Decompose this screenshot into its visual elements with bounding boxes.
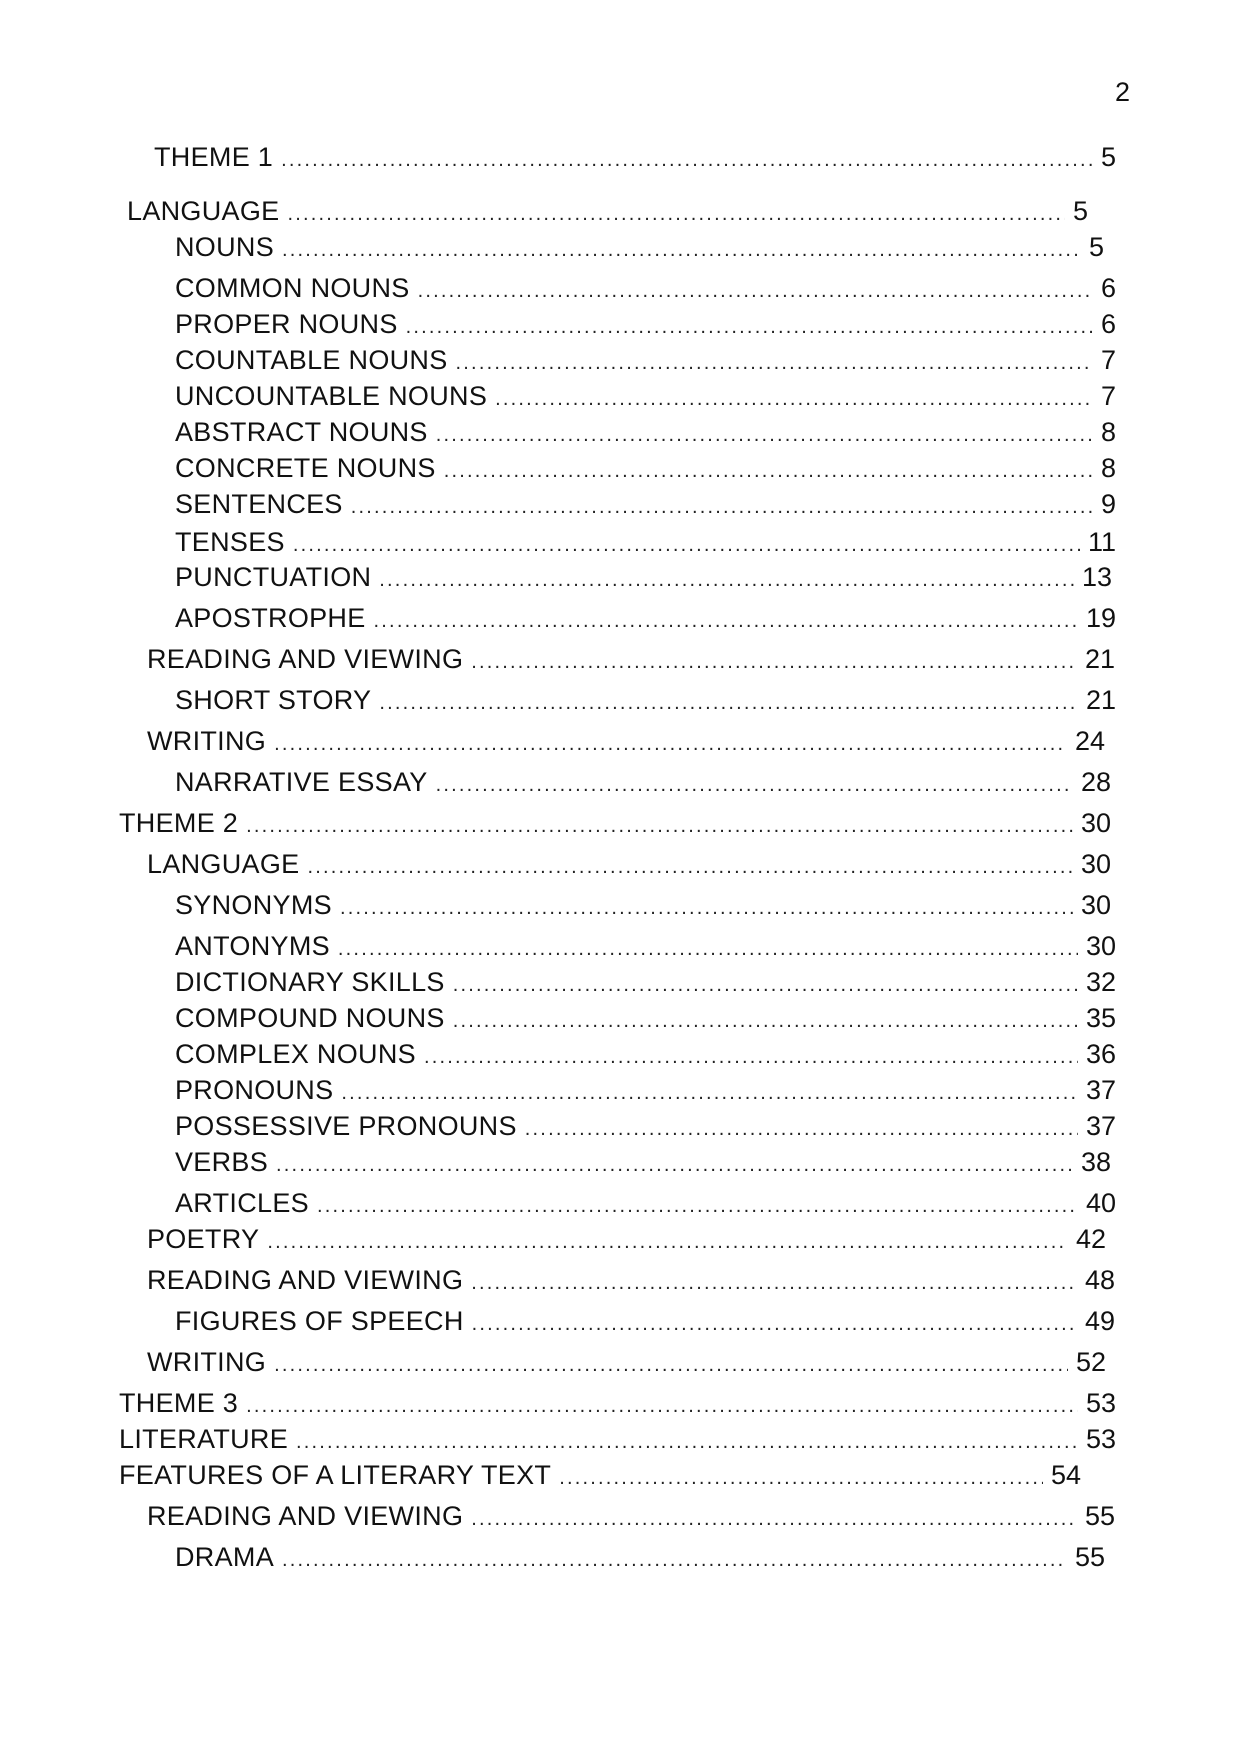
toc-entry[interactable] [175, 1541, 1105, 1573]
toc-entry-label: APOSTROPHE [175, 603, 366, 633]
toc-entry-label: POSSESSIVE PRONOUNS [175, 1111, 517, 1141]
dot-leader [444, 455, 1093, 487]
dot-leader [471, 646, 1077, 678]
dot-leader [307, 851, 1073, 883]
dot-leader [436, 419, 1093, 451]
toc-entry-page: 32 [1085, 967, 1116, 997]
toc-entry-page: 21 [1084, 644, 1115, 674]
toc-entry-page: 24 [1074, 726, 1105, 756]
toc-entry[interactable] [175, 1002, 1116, 1034]
toc-entry-label: WRITING [147, 1347, 267, 1377]
toc-entry-label: UNCOUNTABLE NOUNS [175, 381, 488, 411]
toc-entry-label: LANGUAGE [127, 196, 280, 226]
toc-entry-page: 37 [1085, 1075, 1116, 1105]
toc-entry[interactable] [147, 1346, 1106, 1378]
toc-entry-label: LANGUAGE [147, 849, 300, 879]
dot-leader [471, 1267, 1077, 1299]
toc-entry-page: 53 [1085, 1388, 1116, 1418]
toc-entry[interactable] [175, 1187, 1116, 1219]
dot-leader [453, 969, 1078, 1001]
toc-entry[interactable] [119, 807, 1111, 839]
toc-entry[interactable] [147, 848, 1111, 880]
toc-entry-label: SHORT STORY [175, 685, 372, 715]
toc-entry-page: 49 [1084, 1306, 1115, 1336]
toc-entry[interactable] [175, 416, 1116, 448]
toc-entry-label: PUNCTUATION [175, 562, 372, 592]
dot-leader [296, 1426, 1078, 1458]
toc-entry-page: 48 [1084, 1265, 1115, 1295]
toc-entry-label: READING AND VIEWING [147, 1265, 464, 1295]
toc-entry[interactable] [175, 231, 1104, 263]
toc-entry-label: THEME 3 [119, 1388, 239, 1418]
toc-entry[interactable] [175, 602, 1116, 634]
toc-entry-label: READING AND VIEWING [147, 644, 464, 674]
toc-entry-page: 6 [1100, 309, 1116, 339]
dot-leader [472, 1308, 1077, 1340]
toc-entry[interactable] [175, 966, 1116, 998]
toc-entry-page: 40 [1085, 1188, 1116, 1218]
dot-leader [276, 1149, 1073, 1181]
toc-entry-page: 55 [1074, 1542, 1105, 1572]
toc-entry[interactable] [127, 195, 1088, 227]
dot-leader [282, 234, 1081, 266]
toc-entry-page: 5 [1072, 196, 1088, 226]
toc-entry-page: 30 [1085, 931, 1116, 961]
toc-entry[interactable] [147, 1264, 1115, 1296]
toc-entry-page: 37 [1085, 1111, 1116, 1141]
dot-leader [406, 311, 1093, 343]
toc-entry-page: 55 [1084, 1501, 1115, 1531]
toc-entry-label: NOUNS [175, 232, 275, 262]
dot-leader [418, 275, 1093, 307]
toc-entry-label: FEATURES OF A LITERARY TEXT [119, 1460, 552, 1490]
toc-entry[interactable] [175, 380, 1116, 412]
toc-entry-page: 28 [1080, 767, 1111, 797]
dot-leader [379, 564, 1074, 596]
dot-leader [424, 1041, 1078, 1073]
toc-entry[interactable] [175, 1038, 1116, 1070]
toc-entry-label: WRITING [147, 726, 267, 756]
toc-entry-page: 38 [1080, 1147, 1111, 1177]
toc-entry-label: ABSTRACT NOUNS [175, 417, 428, 447]
toc-entry-label: ANTONYMS [175, 931, 330, 961]
toc-entry[interactable] [119, 1459, 1081, 1491]
toc-entry[interactable] [175, 526, 1116, 558]
toc-entry-page: 53 [1085, 1424, 1116, 1454]
dot-leader [495, 383, 1093, 415]
toc-entry-page: 19 [1085, 603, 1116, 633]
toc-entry[interactable] [147, 1223, 1106, 1255]
dot-leader [281, 144, 1093, 176]
toc-entry-page: 36 [1085, 1039, 1116, 1069]
toc-entry[interactable] [175, 766, 1111, 798]
toc-entry[interactable] [147, 643, 1115, 675]
toc-entry-label: THEME 2 [119, 808, 239, 838]
toc-entry-page: 35 [1085, 1003, 1116, 1033]
toc-entry-label: POETRY [147, 1224, 260, 1254]
toc-entry-label: COMPLEX NOUNS [175, 1039, 416, 1069]
toc-entry[interactable] [175, 684, 1116, 716]
toc-entry-label: DRAMA [175, 1542, 275, 1572]
toc-entry-label: THEME 1 [154, 142, 274, 172]
toc-entry-label: LITERATURE [119, 1424, 289, 1454]
page-number: 2 [1114, 77, 1130, 107]
toc-entry-page: 30 [1080, 849, 1111, 879]
toc-entry[interactable] [175, 561, 1112, 593]
toc-entry-label: DICTIONARY SKILLS [175, 967, 445, 997]
dot-leader [287, 198, 1065, 230]
toc-entry-page: 54 [1050, 1460, 1081, 1490]
dot-leader [246, 1390, 1078, 1422]
dot-leader [274, 1349, 1068, 1381]
toc-entry[interactable] [175, 889, 1111, 921]
toc-entry[interactable] [175, 1110, 1116, 1142]
dot-leader [379, 687, 1078, 719]
toc-entry-page: 21 [1085, 685, 1116, 715]
dot-leader [436, 769, 1073, 801]
dot-leader [338, 933, 1078, 965]
toc-entry-page: 13 [1081, 562, 1112, 592]
toc-entry[interactable] [175, 452, 1116, 484]
toc-entry[interactable] [175, 308, 1116, 340]
dot-leader [246, 810, 1073, 842]
toc-entry-page: 8 [1100, 453, 1116, 483]
dot-leader [317, 1190, 1078, 1222]
toc-entry-label: TENSES [175, 527, 285, 557]
toc-entry-page: 9 [1100, 489, 1116, 519]
toc-entry[interactable] [175, 272, 1116, 304]
toc-entry-page: 30 [1080, 890, 1111, 920]
toc-entry-page: 7 [1100, 381, 1116, 411]
toc-entry-page: 7 [1100, 345, 1116, 375]
toc-entry-label: COMMON NOUNS [175, 273, 410, 303]
dot-leader [341, 1077, 1078, 1109]
toc-entry-page: 8 [1100, 417, 1116, 447]
toc-entry[interactable] [175, 1305, 1115, 1337]
dot-leader [456, 347, 1093, 379]
toc-entry[interactable] [147, 1500, 1115, 1532]
toc-entry[interactable] [119, 1387, 1116, 1419]
toc-entry-label: COUNTABLE NOUNS [175, 345, 448, 375]
toc-entry-label: SYNONYMS [175, 890, 332, 920]
toc-entry-label: PROPER NOUNS [175, 309, 398, 339]
dot-leader [471, 1503, 1077, 1535]
toc-entry-label: ARTICLES [175, 1188, 309, 1218]
toc-entry[interactable] [154, 141, 1116, 173]
toc-entry-page: 30 [1080, 808, 1111, 838]
toc-entry[interactable] [175, 344, 1116, 376]
toc-entry-label: VERBS [175, 1147, 269, 1177]
toc-entry-label: PRONOUNS [175, 1075, 334, 1105]
dot-leader [559, 1462, 1043, 1494]
dot-leader [525, 1113, 1078, 1145]
toc-entry[interactable] [147, 725, 1105, 757]
toc-entry-page: 5 [1100, 142, 1116, 172]
toc-entry-label: SENTENCES [175, 489, 343, 519]
toc-entry-page: 42 [1075, 1224, 1106, 1254]
dot-leader [340, 892, 1073, 924]
dot-leader [267, 1226, 1068, 1258]
toc-entry-page: 52 [1075, 1347, 1106, 1377]
toc-entry[interactable] [175, 1146, 1111, 1178]
toc-entry-label: NARRATIVE ESSAY [175, 767, 428, 797]
toc-entry[interactable] [119, 1423, 1116, 1455]
dot-leader [274, 728, 1067, 760]
toc-entry-page: 6 [1100, 273, 1116, 303]
toc-entry[interactable] [175, 930, 1116, 962]
toc-entry-page: 5 [1088, 232, 1104, 262]
dot-leader [282, 1544, 1067, 1576]
toc-entry[interactable] [175, 1074, 1116, 1106]
toc-entry-label: COMPOUND NOUNS [175, 1003, 445, 1033]
toc-entry-page: 11 [1087, 527, 1116, 557]
toc-entry-label: READING AND VIEWING [147, 1501, 464, 1531]
dot-leader [351, 491, 1093, 523]
toc-entry-label: CONCRETE NOUNS [175, 453, 436, 483]
dot-leader [293, 529, 1080, 561]
toc-entry[interactable] [175, 488, 1116, 520]
toc-entry-label: FIGURES OF SPEECH [175, 1306, 464, 1336]
dot-leader [453, 1005, 1078, 1037]
dot-leader [374, 605, 1078, 637]
